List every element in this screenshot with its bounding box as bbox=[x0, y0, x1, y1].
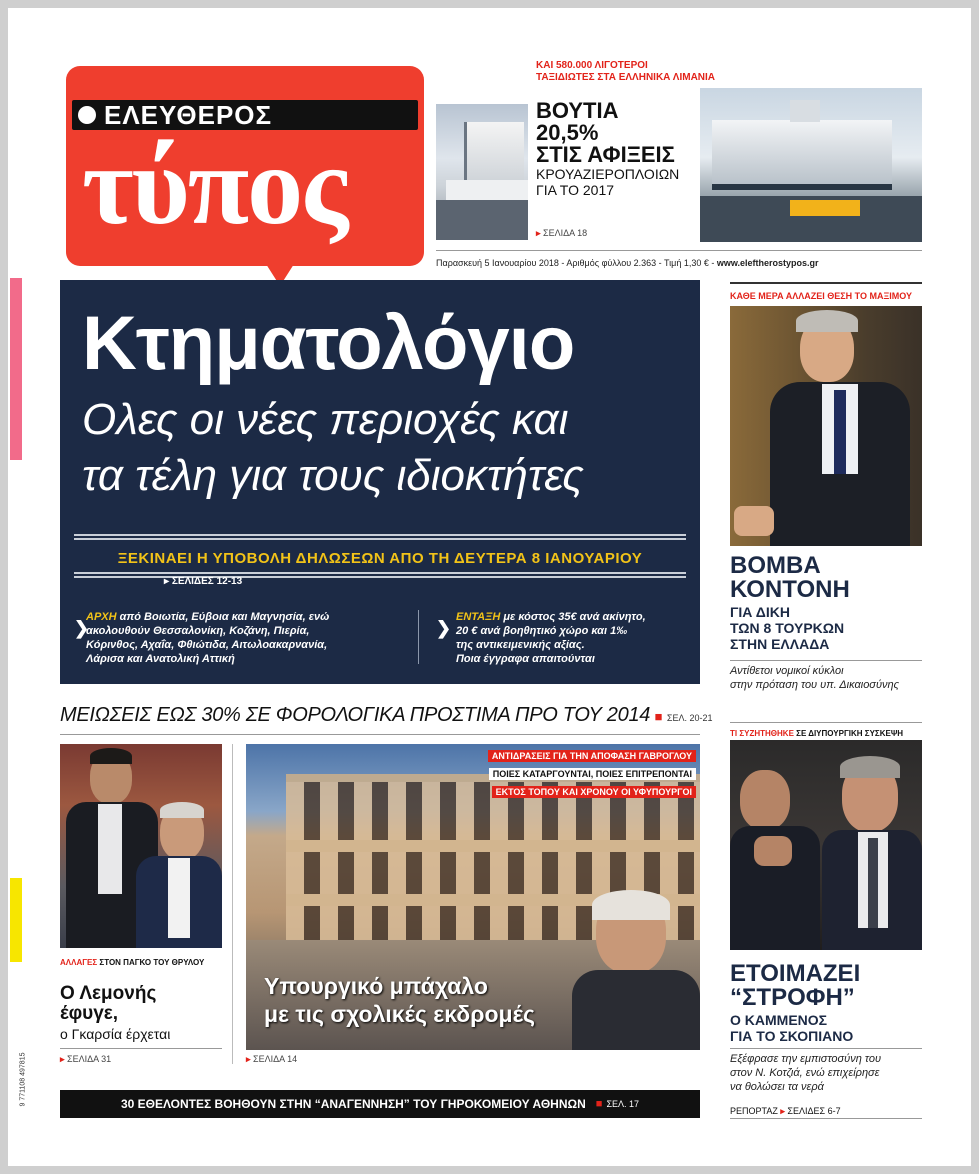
newspaper-front-page bbox=[8, 8, 971, 1166]
right-bottom-rule bbox=[730, 722, 922, 723]
bottom-banner[interactable]: 30 ΕΘΕΛΟΝΤΕΣ ΒΟΗΘΟΥΝ ΣΤΗΝ “ΑΝΑΓΕΝΝΗΣΗ” ΤΟΥ ΓΗΡΟΚΟΜΕΙΟΥ ΑΘΗΝΩΝ ■ ΣΕΛ. 17 bbox=[60, 1090, 700, 1118]
bottom-banner-text: 30 ΕΘΕΛΟΝΤΕΣ ΒΟΗΘΟΥΝ ΣΤΗΝ “ΑΝΑΓΕΝΝΗΣΗ” ΤΟΥ ΓΗΡΟΚΟΜΕΙΟΥ ΑΘΗΝΩΝ bbox=[120, 1097, 586, 1111]
sports-kicker: ΑΛΛΑΓΕΣ ΣΤΟΝ ΠΑΓΚΟ ΤΟΥ ΘΡΥΛΟΥ bbox=[60, 958, 205, 967]
kammenos-kotzias-photo bbox=[730, 740, 922, 950]
right-bottom-subhead: Ο ΚΑΜΜΕΝΟΣ ΓΙΑ ΤΟ ΣΚΟΠΙΑΝΟ bbox=[730, 1012, 854, 1044]
colosseum-headline: Υπουργικό μπάχαλο με τις σχολικές εκδρομές bbox=[264, 973, 535, 1027]
right-top-subhead: ΓΙΑ ΔΙΚΗ ΤΩΝ 8 ΤΟΥΡΚΩΝ ΣΤΗΝ ΕΛΛΑΔΑ bbox=[730, 604, 845, 652]
cruise-ship-photo-right bbox=[700, 88, 922, 242]
logo-main-word: τύπος bbox=[82, 124, 347, 248]
lead-story-panel bbox=[60, 280, 700, 684]
tax-banner-rule bbox=[60, 734, 700, 735]
right-top-rule bbox=[730, 282, 922, 284]
tax-banner[interactable]: ΜΕΙΩΣΕΙΣ ΕΩΣ 30% ΣΕ ΦΟΡΟΛΟΓΙΚΑ ΠΡΟΣΤΙΜΑ ΠΡΟ ΤΟΥ 2014 ■ ΣΕΛ. 20-21 bbox=[60, 704, 713, 726]
lead-subtitle: Ολες οι νέες περιοχές και τα τέλη για τους ιδιοκτήτες bbox=[82, 395, 584, 500]
colosseum-tags: ΑΝΤΙΔΡΑΣΕΙΣ ΓΙΑ ΤΗΝ ΑΠΟΦΑΣΗ ΓΑΒΡΟΓΛΟΥ ΠΟΙΕΣ ΚΑΤΑΡΓΟΥΝΤΑΙ, ΠΟΙΕΣ ΕΠΙΤΡΕΠΟΝΤΑΙ ΕΚΤΟΣ ΤΟΠΟΥ ΚΑΙ ΧΡΟΝΟΥ ΟΙ ΥΦΥΠΟΥΡΓΟΙ bbox=[456, 746, 696, 800]
lead-headline: Κτηματολόγιο bbox=[82, 301, 575, 386]
right-bottom-kicker: ΤΙ ΣΥΖΗΤΗΘΗΚΕ ΣΕ ΔΙΥΠΟΥΡΓΙΚΗ ΣΥΣΚΕΨΗ bbox=[730, 729, 904, 738]
dateline-rule bbox=[436, 250, 922, 251]
lead-strap: ΞΕΚΙΝΑΕΙ Η ΥΠΟΒΟΛΗ ΔΗΛΩΣΕΩΝ ΑΠΟ ΤΗ ΔΕΥΤΕΡΑ 8 ΙΑΝΟΥΑΡΙΟΥ bbox=[117, 550, 643, 567]
strap-rule-top bbox=[74, 534, 686, 540]
dateline: Παρασκευή 5 Ιανουαρίου 2018 - Αριθμός φύλλου 2.363 - Τιμή 1,30 € - www.eleftherostypos.gr bbox=[436, 258, 819, 268]
lead-right-chevron: ❯ bbox=[436, 618, 452, 638]
promo-subhead: ΚΡΟΥΑΖΙΕΡΟΠΛΟΙΩΝ ΓΙΑ ΤΟ 2017 bbox=[536, 166, 680, 198]
right-top-headline: ΒΟΜΒΑ ΚΟΝΤΟΝΗ bbox=[730, 552, 850, 603]
cruise-ship-photo-left bbox=[436, 104, 528, 240]
right-top-body: Αντίθετοι νομικοί κύκλοι στην πρόταση του υπ. Δικαιοσύνης bbox=[730, 665, 899, 691]
right-top-kicker: ΚΑΘΕ ΜΕΡΑ ΑΛΛΑΖΕΙ ΘΕΣΗ ΤΟ ΜΑΞΙΜΟΥ bbox=[730, 291, 913, 301]
tax-banner-text: ΜΕΙΩΣΕΙΣ ΕΩΣ 30% ΣΕ ΦΟΡΟΛΟΓΙΚΑ ΠΡΟΣΤΙΜΑ ΠΡΟ ΤΟΥ 2014 bbox=[60, 704, 651, 726]
right-top-body-rule bbox=[730, 660, 922, 661]
football-coaches-photo bbox=[60, 744, 222, 948]
sports-page-rule bbox=[60, 1048, 222, 1049]
logo-top-word: ΕΛΕΥΘΕΡΟΣ bbox=[104, 100, 273, 130]
bottom-banner-page: ΣΕΛ. 17 bbox=[606, 1099, 640, 1109]
lead-left-column: ΑΡΧΗ από Βοιωτία, Εύβοια και Μαγνησία, ενώ ακολουθούν Θεσσαλονίκη, Κοζάνη, Πιερία, Κόρινθος, Αχαΐα, Φθιώτιδα, Αιτωλοακαρνανία, Λάρισα και Ανατολική Αττική bbox=[86, 611, 330, 665]
promo-headline: ΒΟΥΤΙΑ 20,5% ΣΤΙΣ ΑΦΙΞΕΙΣ bbox=[536, 98, 675, 167]
barcode-digits: 9 771108 497815 bbox=[19, 1052, 27, 1107]
promo-page-ref[interactable]: ▸ ΣΕΛΙΔΑ 18 bbox=[536, 228, 588, 238]
column-divider-left bbox=[232, 744, 233, 1064]
colosseum-page-ref[interactable]: ▸ ΣΕΛΙΔΑ 14 bbox=[246, 1054, 298, 1064]
lead-left-chevron: ❯ bbox=[74, 618, 90, 638]
masthead-logo[interactable] bbox=[66, 66, 424, 266]
sports-sub: ο Γκαρσία έρχεται bbox=[60, 1026, 171, 1042]
lead-column-divider bbox=[418, 610, 419, 664]
edge-tab-pink bbox=[10, 278, 22, 460]
right-bottom-headline: ΕΤΟΙΜΑΖΕΙ “ΣΤΡΟΦΗ” bbox=[730, 960, 861, 1011]
sports-page-ref[interactable]: ▸ ΣΕΛΙΔΑ 31 bbox=[60, 1054, 112, 1064]
sports-headline: Ο Λεμονής έφυγε, bbox=[60, 983, 157, 1024]
right-bottom-footer[interactable]: ΡΕΠΟΡΤΑΖ ▸ ΣΕΛΙΔΕΣ 6-7 bbox=[730, 1106, 841, 1116]
lead-pages[interactable]: ▸ ΣΕΛΙΔΕΣ 12-13 bbox=[164, 576, 243, 587]
promo-kicker: ΚΑΙ 580.000 ΛΙΓΟΤΕΡΟΙ ΤΑΞΙΔΙΩΤΕΣ ΣΤΑ ΕΛΛΗΝΙΚΑ ΛΙΜΑΝΙΑ bbox=[536, 60, 716, 83]
site-url[interactable]: www.eleftherostypos.gr bbox=[716, 258, 819, 268]
logo-dot-icon bbox=[78, 106, 96, 124]
right-bottom-body-rule bbox=[730, 1048, 922, 1049]
right-bottom-footer-rule bbox=[730, 1118, 922, 1119]
edge-tab-yellow bbox=[10, 878, 22, 962]
lead-right-column: ΕΝΤΑΞΗ με κόστος 35€ ανά ακίνητο, 20 € ανά βοηθητικό χώρο και 1‰ της αντικειμενικής αξίας. Ποια έγγραφα απαιτούνται bbox=[456, 611, 646, 665]
kontonis-photo bbox=[730, 306, 922, 546]
right-bottom-body: Εξέφρασε την εμπιστοσύνη του στον Ν. Κοτζιά, ενώ επιχείρησε να θολώσει τα νερά bbox=[730, 1053, 881, 1093]
tax-banner-page: ΣΕΛ. 20-21 bbox=[666, 713, 713, 723]
